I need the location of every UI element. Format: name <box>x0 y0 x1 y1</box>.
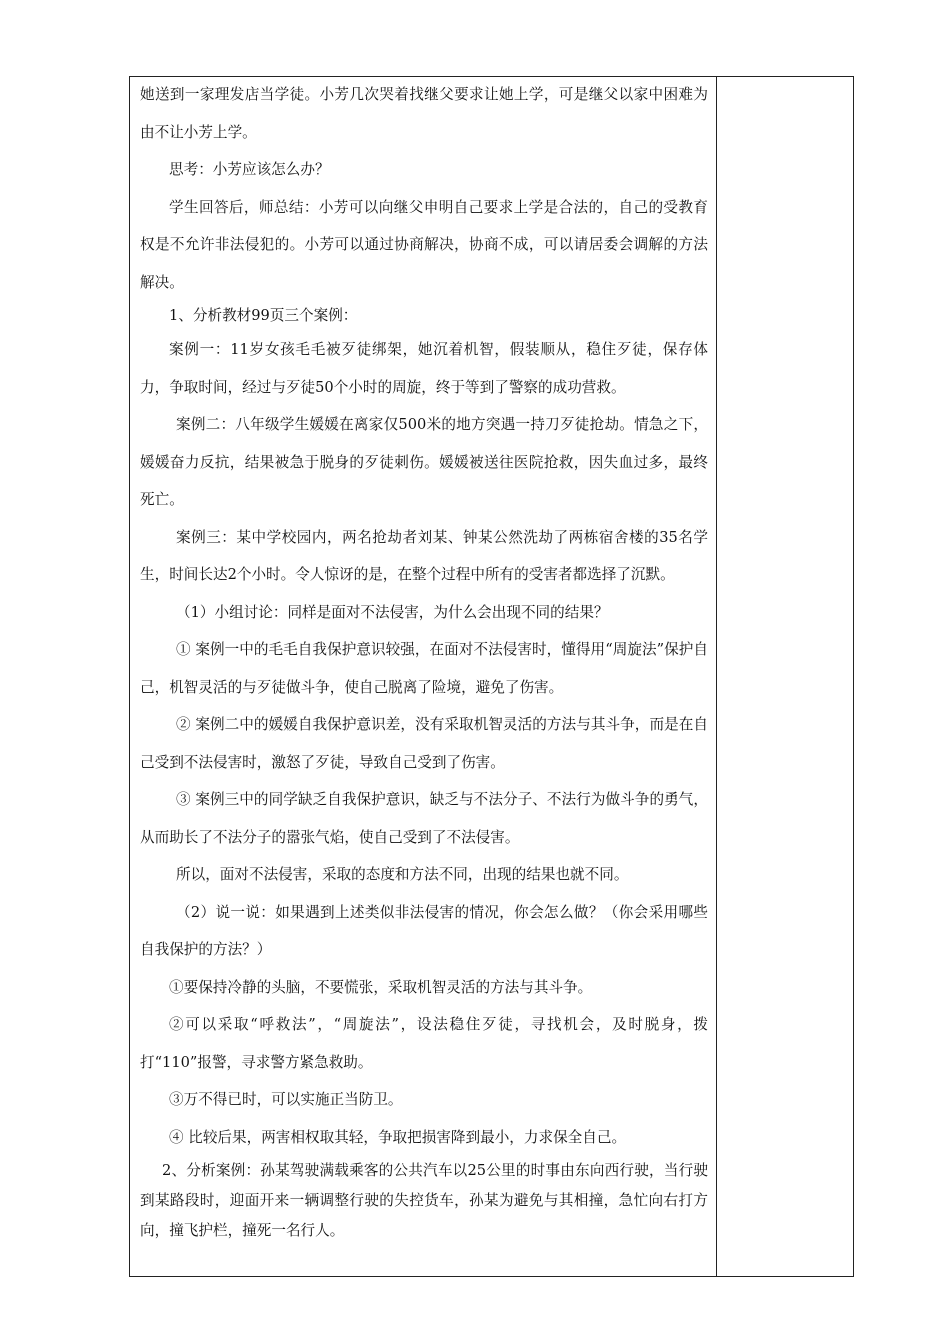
paragraph: 案例一：11岁女孩毛毛被歹徒绑架，她沉着机智，假装顺从，稳住歹徒，保存体力，争取时间，经过与歹徒50个小时的周旋，终于等到了警察的成功营救。 <box>140 341 708 396</box>
content-cell <box>140 76 708 1246</box>
column-divider <box>716 76 717 1277</box>
paragraph: 学生回答后，师总结：小芳可以向继父申明自己要求上学是合法的，自己的受教育权是不允许非法侵犯的。小芳可以通过协商解决，协商不成，可以请居委会调解的方法解决。 <box>140 198 708 291</box>
paragraph: 案例三：某中学校园内，两名抢劫者刘某、钟某公然洗劫了两栋宿舍楼的35名学生，时间长达2个小时。令人惊讶的是，在整个过程中所有的受害者都选择了沉默。 <box>140 528 708 583</box>
paragraph: 案例二：八年级学生媛媛在离家仅500米的地方突遇一持刀歹徒抢劫。情急之下，媛媛奋力反抗，结果被急于脱身的歹徒刺伤。媛媛被送往医院抢救，因失血过多，最终死亡。 <box>140 416 708 508</box>
paragraph: ④ 比较后果，两害相权取其轻，争取把损害降到最小，力求保全自己。 <box>169 1128 627 1146</box>
paragraph: ③ 案例三中的同学缺乏自我保护意识，缺乏与不法分子、不法行为做斗争的勇气，从而助长了不法分子的嚣张气焰，使自己受到了不法侵害。 <box>140 791 708 846</box>
paragraph: ①要保持冷静的头脑，不要慌张，采取机智灵活的方法与其斗争。 <box>169 978 593 996</box>
paragraph: （2）说一说：如果遇到上述类似非法侵害的情况，你会怎么做？（你会采用哪些自我保护的方法？） <box>140 903 708 958</box>
paragraph: ②可以采取“呼救法”，“周旋法”，设法稳住歹徒，寻找机会，及时脱身，拨打“110”报警，寻求警方紧急救助。 <box>140 1016 708 1071</box>
paragraph: ① 案例一中的毛毛自我保护意识较强，在面对不法侵害时，懂得用“周旋法”保护自己，机智灵活的与歹徒做斗争，使自己脱离了险境，避免了伤害。 <box>140 641 708 696</box>
paragraph: 1、分析教材99页三个案例： <box>169 307 358 324</box>
paragraph: 2、分析案例：孙某驾驶满载乘客的公共汽车以25公里的时事由东向西行驶，当行驶到某路段时，迎面开来一辆调整行驶的失控货车，孙某为避免与其相撞，急忙向右打方向，撞飞护栏，撞死一名行人。 <box>140 1162 708 1239</box>
paragraph: ③万不得已时，可以实施正当防卫。 <box>169 1091 403 1108</box>
paragraph: 她送到一家理发店当学徒。小芳几次哭着找继父要求让她上学，可是继父以家中困难为由不让小芳上学。 <box>140 86 708 141</box>
paragraph: ② 案例二中的媛媛自我保护意识差，没有采取机智灵活的方法与其斗争，而是在自己受到不法侵害时，激怒了歹徒，导致自己受到了伤害。 <box>140 716 708 771</box>
paragraph: 所以，面对不法侵害，采取的态度和方法不同，出现的结果也就不同。 <box>176 866 629 883</box>
paragraph: 思考：小芳应该怎么办？ <box>169 161 330 178</box>
paragraph: （1）小组讨论：同样是面对不法侵害，为什么会出现不同的结果？ <box>176 603 609 621</box>
